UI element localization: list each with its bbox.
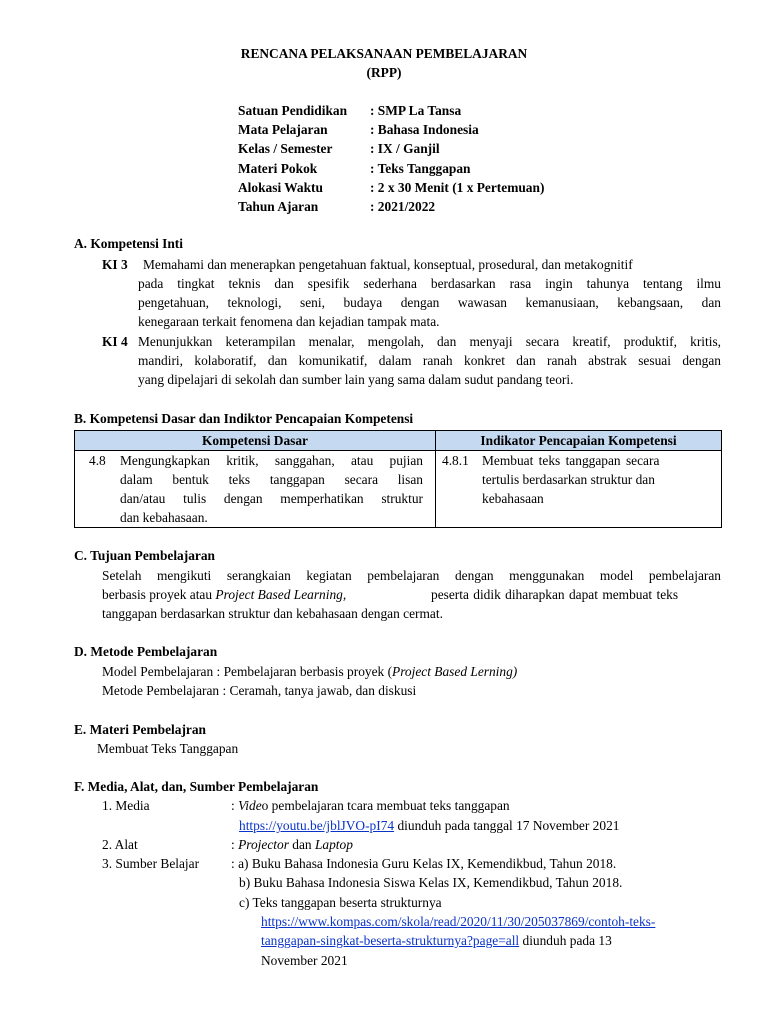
identity-label: Tahun Ajaran (238, 199, 319, 214)
identity-value: : IX / Ganjil (370, 141, 440, 156)
section-c-heading: C. Tujuan Pembelajaran (74, 548, 215, 563)
sumber-item-b: b) Buku Bahasa Indonesia Siswa Kelas IX, Kemendikbud, Tahun 2018. (239, 875, 623, 890)
tujuan-italic: Project Based Learning, (215, 587, 347, 602)
document-title: RENCANA PELAKSANAAN PEMBELAJARAN (240, 46, 528, 61)
ki3-label: KI 3 (102, 257, 128, 272)
media-link-line (239, 816, 619, 835)
alat-label: 2. Alat (102, 837, 138, 852)
identity-label: Satuan Pendidikan (238, 103, 348, 118)
kd-line: dalam bentuk teks tanggapan secara lisan (120, 472, 423, 488)
section-d-heading: D. Metode Pembelajaran (74, 644, 218, 659)
kd-line: dan/atau tulis dengan memperhatikan struktur (120, 491, 423, 507)
ki4-label: KI 4 (102, 334, 128, 349)
ki3-line: kenegaraan terkait fenomena dan kejadian tampak mata. (138, 314, 440, 329)
alat-italic-1: Projector (238, 837, 289, 852)
identity-label: Materi Pokok (238, 161, 318, 176)
media-colon: : (231, 798, 235, 813)
sumber-c-link[interactable]: tanggapan-singkat-beserta-strukturnya?page=all (261, 933, 520, 948)
identity-value: : Teks Tanggapan (370, 161, 471, 176)
alat-value (231, 835, 353, 854)
ki3-line: pengetahuan, teknologi, seni, budaya dengan wawasan kemanusiaan, kebangsaan, dan (138, 295, 721, 310)
document-subtitle: (RPP) (366, 65, 402, 80)
kd-line: Mengungkapkan kritik, sanggahan, atau pujian (120, 453, 423, 469)
ipk-line: kebahasaan (482, 491, 544, 507)
sumber-c-link-line-2 (261, 931, 612, 950)
alat-italic-2: Laptop (314, 837, 353, 852)
materi-content: Membuat Teks Tanggapan (97, 741, 239, 756)
alat-colon: : (231, 837, 235, 852)
section-f-heading: F. Media, Alat, dan, Sumber Pembelajaran (74, 779, 319, 794)
ipk-cell (436, 451, 722, 528)
identity-label: Kelas / Semester (238, 141, 333, 156)
model-italic: Project Based Lerning) (392, 664, 518, 679)
kd-number: 4.8 (89, 453, 106, 469)
identity-value: : 2021/2022 (370, 199, 436, 214)
kd-line: dan kebahasaan. (120, 510, 208, 526)
media-link-suffix: diunduh pada tanggal 17 November 2021 (394, 818, 620, 833)
identity-value: : 2 x 30 Menit (1 x Pertemuan) (370, 180, 545, 195)
table-row (75, 451, 722, 528)
sumber-item-a: : a) Buku Bahasa Indonesia Guru Kelas IX, Kemendikbud, Tahun 2018. (231, 856, 617, 871)
alat-mid: dan (288, 837, 315, 852)
table-header-ipk: Indikator Pencapaian Kompetensi (436, 431, 722, 451)
sumber-item-c: c) Teks tanggapan beserta strukturnya (239, 895, 442, 910)
tujuan-line-end: peserta didik diharapkan dapat membuat teks (431, 587, 679, 602)
ki4-line: yang dipelajari di sekolah dan sumber lain yang sama dalam sudut pandang teori. (138, 372, 574, 387)
identity-label: Alokasi Waktu (238, 180, 323, 195)
tujuan-line: tanggapan berdasarkan struktur dan kebahasaan dengan cermat. (102, 606, 443, 621)
section-a-heading: A. Kompetensi Inti (74, 236, 183, 251)
ki4-line: mandiri, kolaboratif, dan komunikatif, dalam ranah konkret dan ranah abstrak sesuai dengan (138, 353, 721, 368)
media-label: 1. Media (102, 798, 150, 813)
identity-label: Mata Pelajaran (238, 122, 328, 137)
section-e-heading: E. Materi Pembelajran (74, 722, 207, 737)
sumber-c-date: November 2021 (261, 953, 348, 968)
competency-table (74, 430, 722, 528)
kd-cell (75, 451, 436, 528)
section-b-heading: B. Kompetensi Dasar dan Indiktor Pencapaian Kompetensi (74, 411, 414, 426)
ipk-line: tertulis berdasarkan struktur dan (482, 472, 655, 488)
tujuan-line (102, 585, 346, 604)
metode-pembelajaran: Metode Pembelajaran : Ceramah, tanya jawab, dan diskusi (102, 683, 417, 698)
tujuan-text: berbasis proyek atau (102, 587, 213, 602)
ki3-line: Memahami dan menerapkan pengetahuan faktual, konseptual, prosedural, dan metakognitif (143, 257, 633, 272)
model-pembelajaran (102, 662, 517, 681)
sumber-c-suffix: diunduh pada 13 (519, 933, 612, 948)
sumber-c-link[interactable]: https://www.kompas.com/skola/read/2020/11/30/205037869/contoh-teks- (261, 914, 656, 929)
media-value (231, 796, 510, 815)
ipk-line: Membuat teks tanggapan secara (482, 453, 660, 469)
model-label: Model Pembelajaran : Pembelajaran berbasis proyek ( (102, 664, 393, 679)
ipk-number: 4.8.1 (442, 453, 469, 469)
sumber-c-link-line-1 (261, 912, 655, 931)
tujuan-line: Setelah mengikuti serangkaian kegiatan pembelajaran dengan menggunakan model pembelajaran (102, 568, 721, 583)
identity-value: : SMP La Tansa (370, 103, 462, 118)
media-text: o pembelajaran tcara membuat teks tanggapan (261, 798, 510, 813)
table-header-kd: Kompetensi Dasar (75, 431, 436, 451)
media-italic: Vide (238, 798, 262, 813)
sumber-label: 3. Sumber Belajar (102, 856, 200, 871)
ki3-line: pada tingkat teknis dan spesifik sederhana berdasarkan rasa ingin tahunya tentang ilmu (138, 276, 721, 291)
identity-value: : Bahasa Indonesia (370, 122, 479, 137)
ki4-line: Menunjukkan keterampilan menalar, mengolah, dan menyaji secara kreatif, produktif, kritis, (138, 334, 721, 349)
media-link[interactable]: https://youtu.be/jblJVO-pI74 (239, 818, 395, 833)
